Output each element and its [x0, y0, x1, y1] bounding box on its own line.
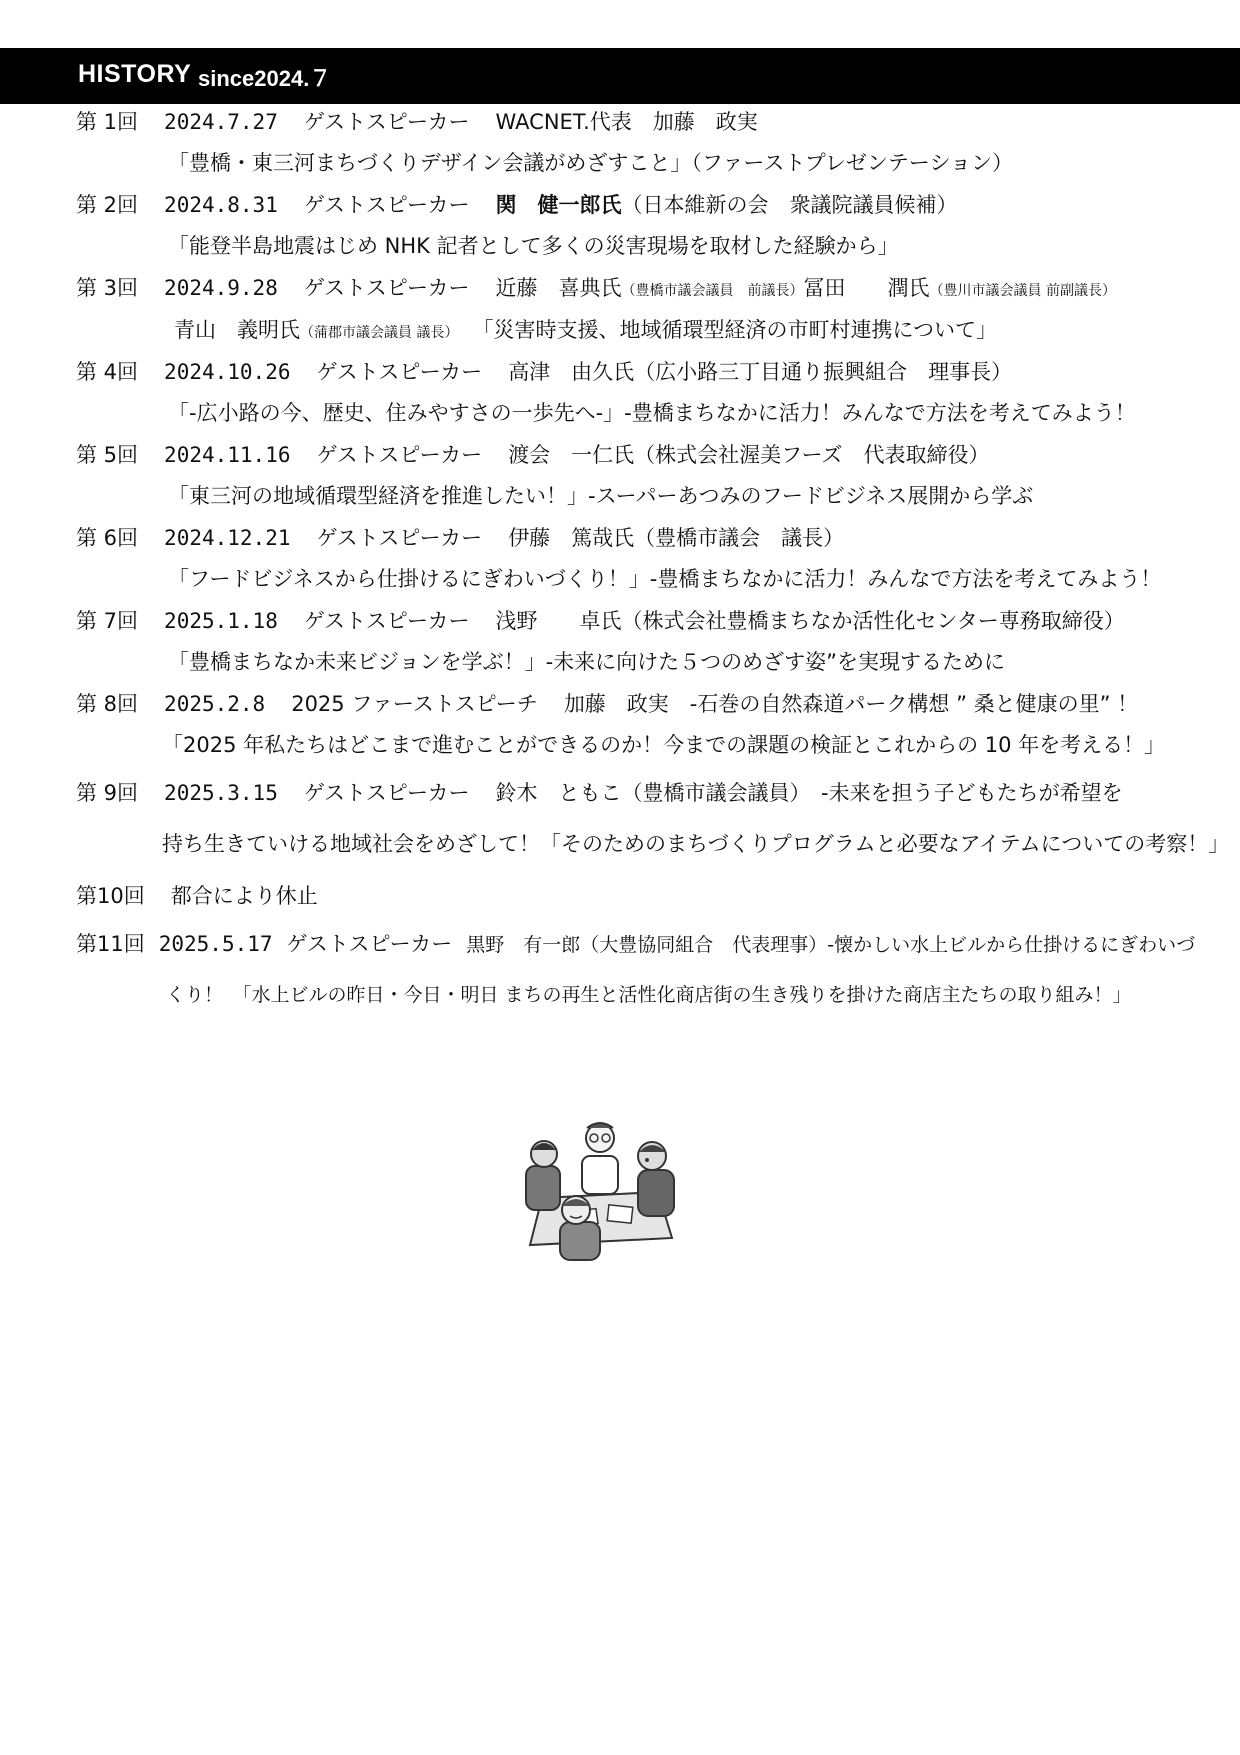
session-role: ゲストスピーカー	[316, 360, 483, 384]
session-role: ゲストスピーカー	[316, 526, 483, 550]
session-6-line-2: 「フードビジネスから仕掛けるにぎわいづくり！」-豊橋まちなかに活力！みんなで方法を考えてみよう！	[168, 567, 1162, 591]
session-role: ゲストスピーカー	[303, 193, 470, 217]
session-date: 2025.1.18	[164, 609, 278, 633]
session-role: ゲストスピーカー	[303, 781, 470, 805]
session-speaker-2: 冨田 潤氏	[803, 276, 930, 300]
session-speaker: 加藤 政実 -石巻の自然森道パーク構想 ” 桑と健康の里” ！	[563, 692, 1139, 716]
session-number: 第 8回	[76, 692, 139, 716]
session-speaker-3: 青山 義明氏	[174, 318, 300, 342]
session-date: 2025.2.8	[164, 692, 266, 716]
session-number: 第 7回	[76, 609, 139, 633]
session-speaker: 伊藤 篤哉氏（豊橋市議会 議長）	[508, 526, 845, 550]
session-5-line-2: 「東三河の地域循環型経済を推進したい！」-スーパーあつみのフードビジネス展開から学ぶ	[168, 484, 1034, 508]
session-date: 2024.10.26	[164, 360, 291, 384]
session-number: 第 9回	[76, 781, 139, 805]
session-8-line-2: 「2025 年私たちはどこまで進むことができるのか！今までの課題の検証とこれからの 10 年を考える！」	[162, 733, 1166, 757]
session-2-line-2: 「能登半島地震はじめ NHK 記者として多くの災害現場を取材した経験から」	[168, 234, 899, 258]
session-affiliation-3: （蒲郡市議会議員 議長）	[300, 325, 459, 341]
session-affiliation: （豊橋市議会議員 前議長）	[621, 283, 804, 299]
session-role: ゲストスピーカー	[286, 932, 453, 956]
meeting-people-illustration	[520, 1110, 680, 1265]
session-date: 2025.5.17	[158, 932, 273, 956]
session-1-line-2: 「豊橋・東三河まちづくりデザイン会議がめざすこと」（ファーストプレゼンテーション）	[168, 151, 1014, 175]
session-role: ゲストスピーカー	[303, 276, 470, 300]
session-5-line-1	[76, 441, 990, 469]
session-9-line-1	[76, 779, 1123, 807]
session-speaker: WACNET.代表 加藤 政実	[495, 110, 758, 134]
history-since: since2024.７	[198, 66, 332, 91]
session-9-line-2: 持ち生きていける地域社会をめざして！「そのためのまちづくりプログラムと必要なアイテムについての考察！」	[162, 832, 1230, 856]
session-6-line-1	[76, 524, 844, 552]
session-7-line-1	[76, 607, 1125, 635]
session-3-line-2	[174, 316, 997, 347]
session-number: 第11回	[76, 932, 145, 956]
session-date: 2024.9.28	[164, 276, 278, 300]
session-speaker: 近藤 喜典氏	[495, 276, 622, 300]
session-11-line-1	[76, 930, 1195, 959]
session-10-line-1	[76, 882, 318, 910]
history-title: HISTORY	[78, 60, 192, 88]
history-header-bar	[0, 48, 1240, 104]
session-4-line-2: 「-広小路の今、歴史、住みやすさの一歩先へ-」-豊橋まちなかに活力！みんなで方法を考えてみよう！	[168, 401, 1136, 425]
session-speaker: 黒野 有一郎（大豊協同組合 代表理事）-懐かしい水上ビルから仕掛けるにぎわいづ	[466, 934, 1196, 956]
session-number: 第 6回	[76, 526, 139, 550]
session-role: ゲストスピーカー	[316, 443, 483, 467]
session-speaker: 渡会 一仁氏（株式会社渥美フーズ 代表取締役）	[508, 443, 990, 467]
session-number: 第 3回	[76, 276, 139, 300]
session-affiliation: （日本維新の会 衆議院議員候補）	[621, 193, 958, 217]
session-2-line-1	[76, 191, 958, 219]
session-role: 2025 ファーストスピーチ	[291, 692, 538, 716]
session-role: ゲストスピーカー	[303, 110, 470, 134]
session-speaker: 鈴木 ともこ（豊橋市議会議員） -未来を担う子どもたちが希望を	[495, 781, 1123, 805]
session-date: 2024.11.16	[164, 443, 291, 467]
session-speaker: 高津 由久氏（広小路三丁目通り振興組合 理事長）	[508, 360, 1013, 384]
session-date: 2024.12.21	[164, 526, 291, 550]
session-7-line-2: 「豊橋まちなか未来ビジョンを学ぶ！」-未来に向けた５つのめざす姿”を実現するために	[168, 650, 1006, 674]
session-speaker: 関 健一郎氏	[495, 193, 622, 217]
session-number: 第 2回	[76, 193, 139, 217]
session-note: 都合により休止	[170, 884, 318, 908]
session-3-line-1	[76, 274, 1116, 305]
session-topic: 「災害時支援、地域循環型経済の市町村連携について」	[472, 318, 998, 342]
session-affiliation-2: （豊川市議会議員 前副議長）	[929, 283, 1116, 299]
session-speaker: 浅野 卓氏（株式会社豊橋まちなか活性化センター専務取締役）	[495, 609, 1125, 633]
session-number: 第 1回	[76, 110, 139, 134]
session-number: 第 4回	[76, 360, 139, 384]
session-number: 第10回	[76, 884, 145, 908]
session-4-line-1	[76, 358, 1012, 386]
session-date: 2024.8.31	[164, 193, 278, 217]
session-11-line-2: くり！ 「水上ビルの昨日・今日・明日 まちの再生と活性化商店街の生き残りを掛けた商店主たちの取り組み！」	[166, 984, 1132, 1006]
session-role: ゲストスピーカー	[303, 609, 470, 633]
session-8-line-1	[76, 690, 1138, 718]
session-date: 2024.7.27	[164, 110, 278, 134]
session-date: 2025.3.15	[164, 781, 278, 805]
session-1-line-1	[76, 108, 758, 136]
session-number: 第 5回	[76, 443, 139, 467]
